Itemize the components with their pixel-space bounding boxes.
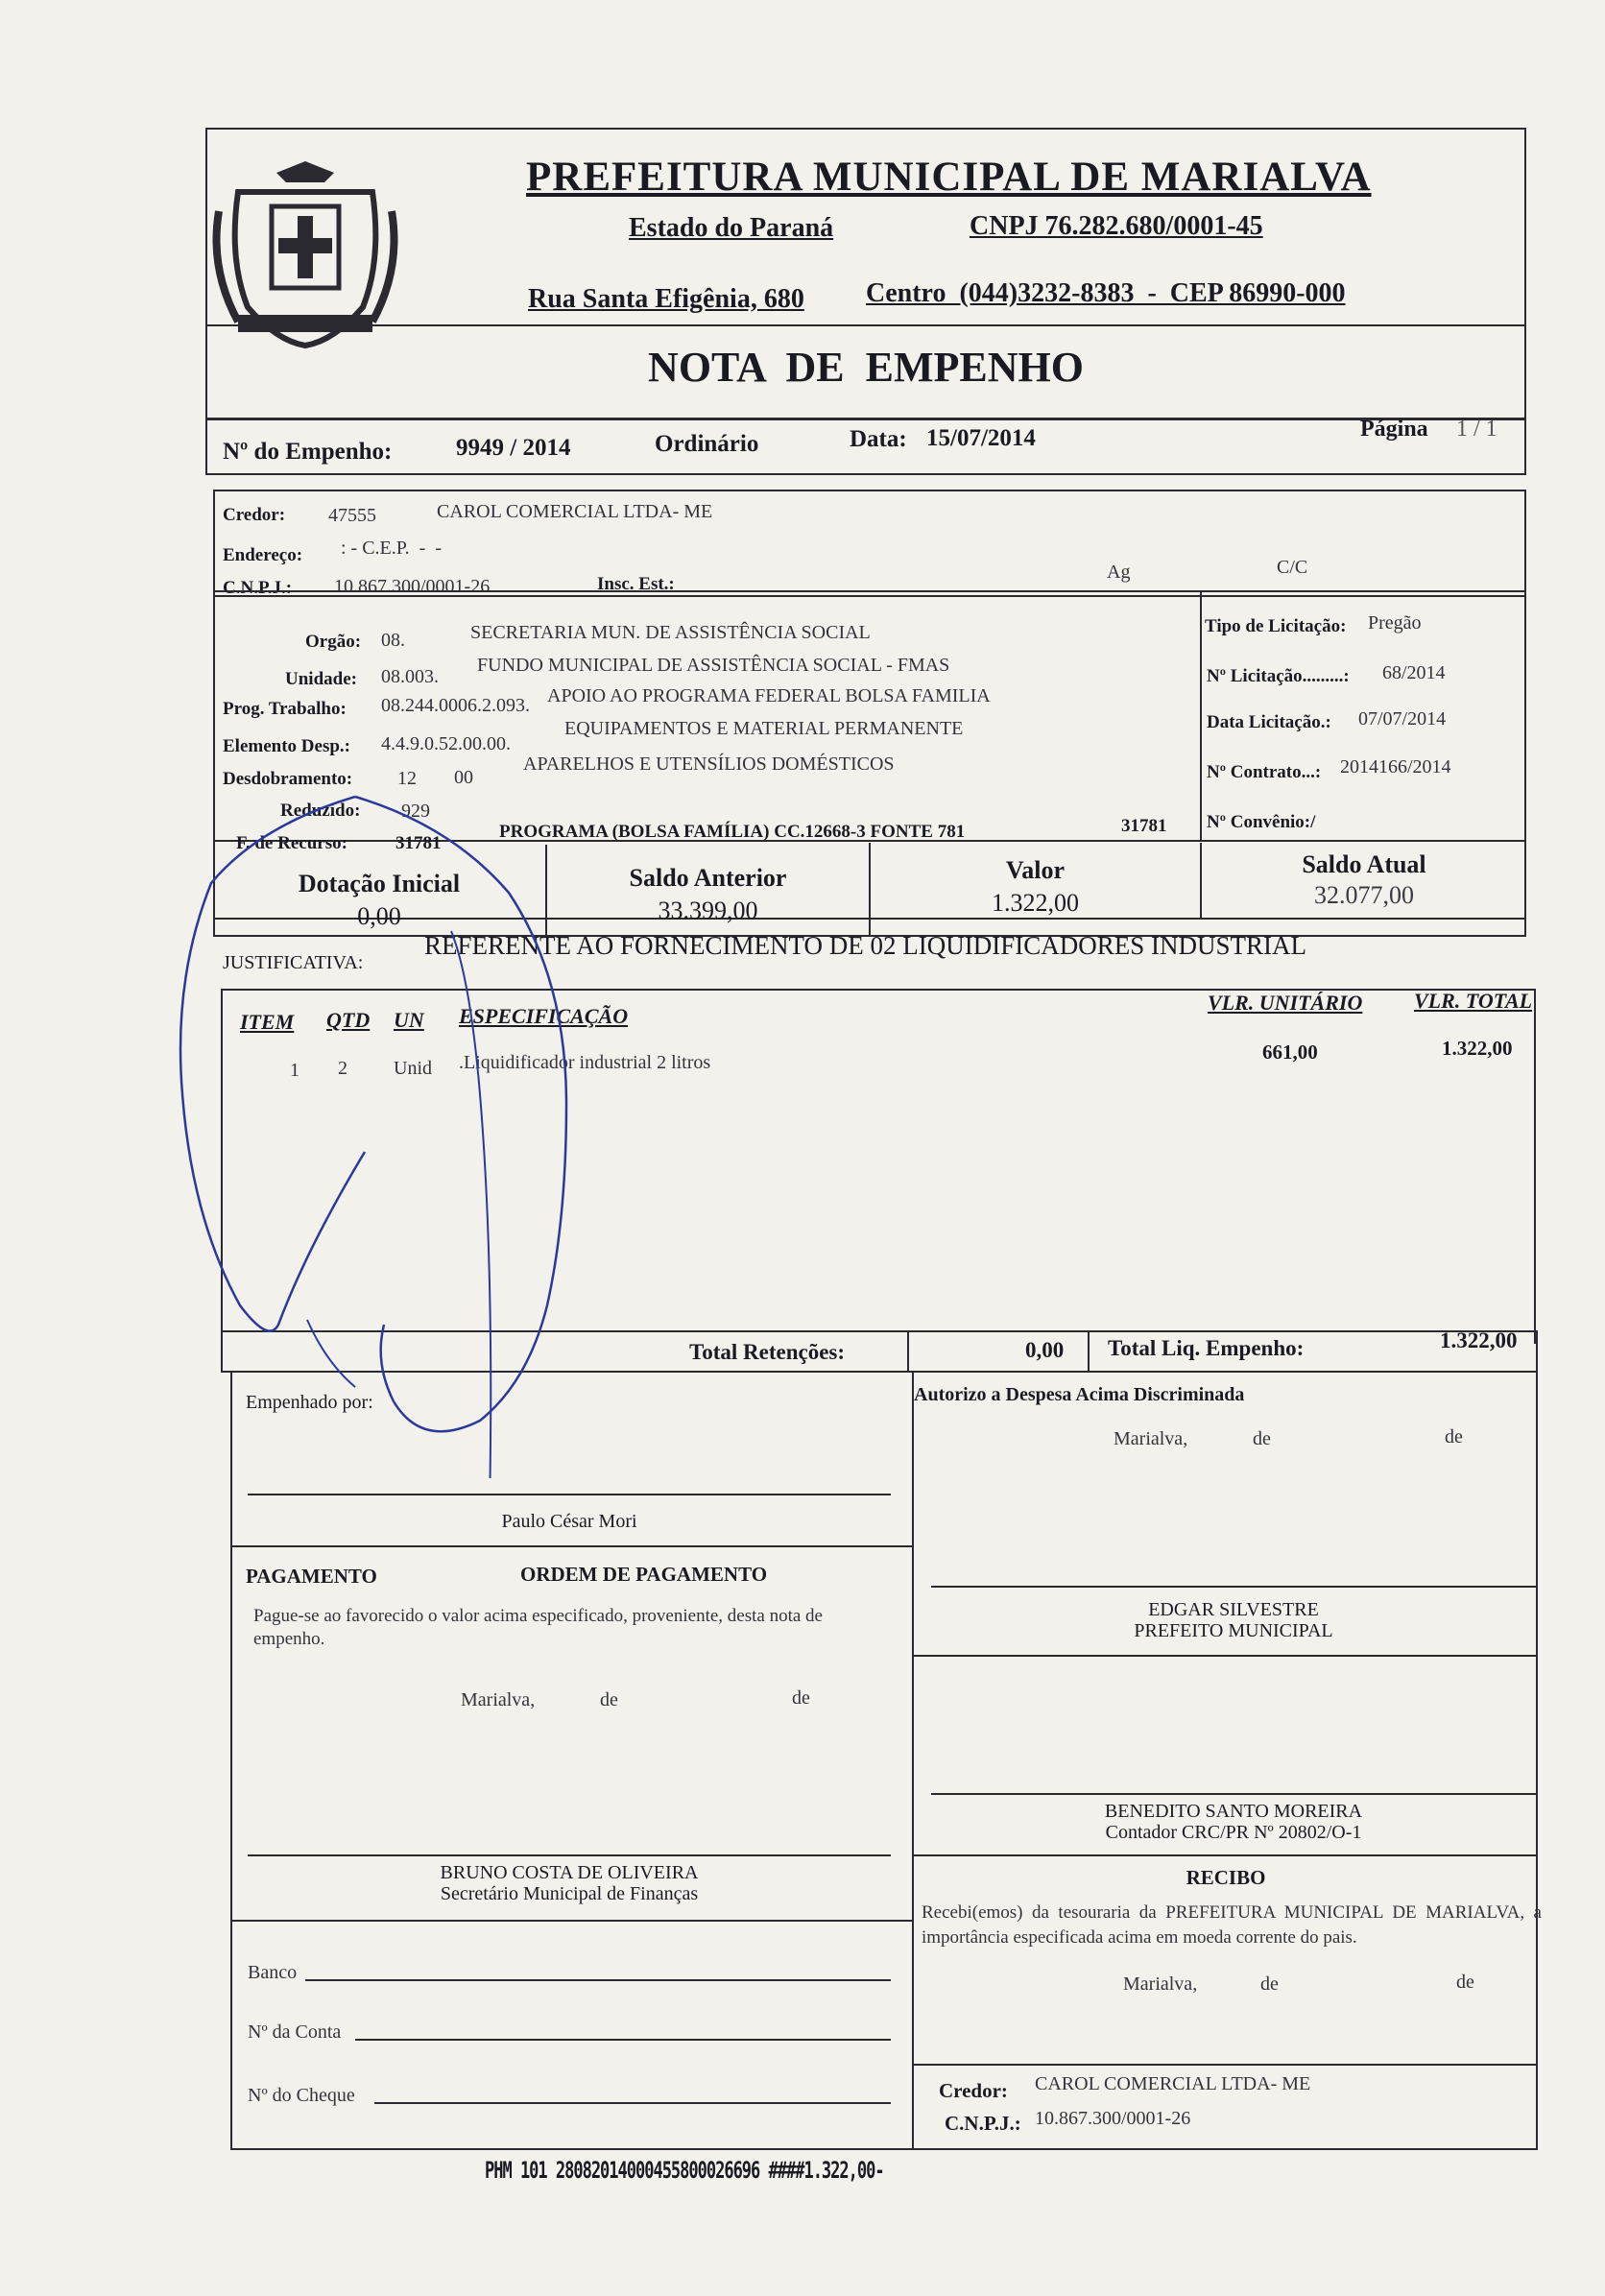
secretario-nome: BRUNO COSTA DE OLIVEIRA xyxy=(440,1862,699,1883)
recibo-de-2: de xyxy=(1456,1972,1474,1993)
desdobramento-label: Desdobramento: xyxy=(223,769,353,789)
orgao-code: 08. xyxy=(381,630,405,651)
prefeito-cargo: PREFEITO MUNICIPAL xyxy=(1134,1620,1333,1641)
saldo-atual-label: Saldo Atual xyxy=(1302,850,1426,878)
saldo-anterior-label: Saldo Anterior xyxy=(629,864,787,892)
recibo-credor-label: Credor: xyxy=(939,2079,1008,2102)
header-un: UN xyxy=(394,1008,424,1032)
ordem-text: Pague-se ao favorecido o valor acima especificado, proveniente, desta nota de empenho. xyxy=(253,1606,823,1649)
liquido-label: Total Liq. Empenho: xyxy=(1108,1336,1305,1360)
desdobramento-code: 12 xyxy=(397,768,417,789)
row-un: Unid xyxy=(394,1058,432,1079)
header-spec: ESPECIFICAÇÃO xyxy=(459,1004,629,1028)
retencoes-label: Total Retenções: xyxy=(689,1340,846,1364)
recibo-cnpj: 10.867.300/0001-26 xyxy=(1035,2108,1191,2129)
valor-label: Valor xyxy=(1005,856,1066,884)
endereco-label: Endereço: xyxy=(223,545,303,565)
row-spec: .Liquidificador industrial 2 litros xyxy=(459,1052,711,1073)
credor-code: 47555 xyxy=(328,505,376,526)
machine-line: PHM 101 28082014000455800026696 ####1.322,00- xyxy=(485,2158,884,2185)
recibo-marialva: Marialva, xyxy=(1123,1973,1198,1995)
dotacao-value: 0,00 xyxy=(357,902,401,930)
desdobramento-name: APARELHOS E UTENSÍLIOS DOMÉSTICOS xyxy=(523,753,895,775)
reduzido-value: 929 xyxy=(401,801,430,822)
fonte-right: 31781 xyxy=(1121,816,1167,836)
cheque-label: Nº do Cheque xyxy=(248,2085,355,2106)
credor-name: CAROL COMERCIAL LTDA- ME xyxy=(437,501,713,522)
empenhado-nome: Paulo César Mori xyxy=(501,1511,637,1532)
credor-cnpj: 10.867.300/0001-26 xyxy=(334,576,491,597)
empenhado-label: Empenhado por: xyxy=(246,1392,373,1413)
header-cnpj: CNPJ 76.282.680/0001-45 xyxy=(970,211,1263,241)
fonte-name: PROGRAMA (BOLSA FAMÍLIA) CC.12668-3 FONTE 781 xyxy=(499,822,966,842)
cc-label: C/C xyxy=(1277,557,1308,578)
totais-box xyxy=(221,1330,1538,1373)
data-licitacao-label: Data Licitação.: xyxy=(1207,712,1331,732)
fonte-value: 31781 xyxy=(395,833,442,853)
header-district-phone-cep: Centro (044)3232-8383 - CEP 86990-000 xyxy=(866,278,1346,308)
empenho-type: Ordinário xyxy=(655,431,759,457)
contrato: 2014166/2014 xyxy=(1340,756,1451,777)
empenho-date-label: Data: xyxy=(850,426,907,452)
recibo-cnpj-label: C.N.P.J.: xyxy=(945,2112,1021,2135)
autorizo-marialva: Marialva, xyxy=(1114,1428,1188,1449)
doc-title: NOTA DE EMPENHO xyxy=(648,344,1084,391)
ordem-pagamento-label: ORDEM DE PAGAMENTO xyxy=(520,1563,768,1586)
page-label: Página xyxy=(1360,417,1428,442)
saldo-anterior-value: 33.399,00 xyxy=(658,897,758,924)
credor-cnpj-label: C.N.P.J.: xyxy=(223,578,293,598)
empenho-number: 9949 / 2014 xyxy=(456,435,571,461)
justificativa-label: JUSTIFICATIVA: xyxy=(223,952,364,973)
unidade-name: FUNDO MUNICIPAL DE ASSISTÊNCIA SOCIAL - FMAS xyxy=(477,655,950,676)
items-box xyxy=(221,989,1536,1344)
page-number: 1 / 1 xyxy=(1456,417,1497,442)
contador-nome: BENEDITO SANTO MOREIRA xyxy=(1104,1801,1363,1822)
row-unit-value: 661,00 xyxy=(1262,1040,1318,1064)
desdobramento-sub: 00 xyxy=(454,767,473,788)
secretario-cargo: Secretário Municipal de Finanças xyxy=(440,1883,699,1904)
empenho-number-label: Nº do Empenho: xyxy=(223,439,393,465)
recibo-label: RECIBO xyxy=(1186,1866,1266,1889)
banco-label: Banco xyxy=(248,1962,298,1983)
header-item: ITEM xyxy=(240,1010,295,1034)
conta-label: Nº da Conta xyxy=(248,2021,342,2043)
contrato-label: Nº Contrato...: xyxy=(1207,762,1322,782)
orgao-label: Orgão: xyxy=(305,632,362,652)
saldo-atual-value: 32.077,00 xyxy=(1314,881,1414,909)
prog-name: APOIO AO PROGRAMA FEDERAL BOLSA FAMILIA xyxy=(547,685,991,706)
municipality-title: PREFEITURA MUNICIPAL DE MARIALVA xyxy=(526,155,1372,200)
header-qtd: QTD xyxy=(326,1008,371,1032)
ordem-marialva: Marialva, xyxy=(461,1689,536,1710)
contador-cargo: Contador CRC/PR Nº 20802/O-1 xyxy=(1105,1822,1362,1843)
signatures-box xyxy=(230,1373,1538,2150)
row-item: 1 xyxy=(290,1060,299,1081)
dotacao-label: Dotação Inicial xyxy=(298,870,461,897)
autorizo-de-2: de xyxy=(1445,1426,1463,1447)
reduzido-label: Reduzido: xyxy=(280,801,361,821)
recibo-de-1: de xyxy=(1260,1973,1279,1995)
ordem-de-1: de xyxy=(600,1689,618,1710)
row-qtd: 2 xyxy=(338,1058,347,1079)
recibo-credor-nome: CAROL COMERCIAL LTDA- ME xyxy=(1035,2073,1311,2094)
state-name: Estado do Paraná xyxy=(629,213,834,243)
ag-label: Ag xyxy=(1107,562,1131,583)
autorizo-de-1: de xyxy=(1253,1428,1271,1449)
row-total-value: 1.322,00 xyxy=(1442,1037,1513,1060)
justificativa-text: REFERENTE AO FORNECIMENTO DE 02 LIQUIDIFICADORES INDUSTRIAL xyxy=(424,931,1306,960)
recibo-text: Recebi(emos) da tesouraria da PREFEITURA MUNICIPAL DE MARIALVA, a importância especificada acima em moeda corrente do pais. xyxy=(922,1902,1542,1948)
unidade-label: Unidade: xyxy=(285,669,357,689)
prog-label: Prog. Trabalho: xyxy=(223,699,347,719)
retencoes-value: 0,00 xyxy=(1025,1338,1065,1362)
liquido-value: 1.322,00 xyxy=(1440,1328,1518,1352)
numero-licitacao: 68/2014 xyxy=(1382,662,1446,683)
unidade-code: 08.003. xyxy=(381,666,439,687)
credor-label: Credor: xyxy=(223,505,286,525)
elemento-code: 4.4.9.0.52.00.00. xyxy=(381,733,511,754)
empenho-date: 15/07/2014 xyxy=(926,425,1036,451)
header-unit-value: VLR. UNITÁRIO xyxy=(1208,991,1363,1015)
tipo-licitacao: Pregão xyxy=(1368,612,1422,634)
fonte-label: F. de Recurso: xyxy=(236,833,347,853)
prefeito-nome: EDGAR SILVESTRE xyxy=(1148,1599,1319,1620)
numero-licitacao-label: Nº Licitação.........: xyxy=(1207,666,1350,686)
elemento-name: EQUIPAMENTOS E MATERIAL PERMANENTE xyxy=(564,718,964,739)
header-total-value: VLR. TOTAL xyxy=(1414,989,1533,1013)
elemento-label: Elemento Desp.: xyxy=(223,736,350,756)
autorizo-label: Autorizo a Despesa Acima Discriminada xyxy=(914,1384,1245,1405)
tipo-licitacao-label: Tipo de Licitação: xyxy=(1205,616,1347,636)
prog-code: 08.244.0006.2.093. xyxy=(381,695,530,716)
insc-label: Insc. Est.: xyxy=(597,574,675,594)
pagamento-label: PAGAMENTO xyxy=(246,1565,377,1588)
valor-value: 1.322,00 xyxy=(992,889,1079,917)
header-address: Rua Santa Efigênia, 680 xyxy=(528,284,804,314)
coat-of-arms-icon xyxy=(209,154,401,355)
endereco-value: : - C.E.P. - - xyxy=(341,538,442,559)
ordem-de-2: de xyxy=(792,1687,810,1709)
orgao-name: SECRETARIA MUN. DE ASSISTÊNCIA SOCIAL xyxy=(470,622,871,643)
convenio-label: Nº Convênio:/ xyxy=(1207,812,1316,832)
data-licitacao: 07/07/2014 xyxy=(1358,708,1447,729)
